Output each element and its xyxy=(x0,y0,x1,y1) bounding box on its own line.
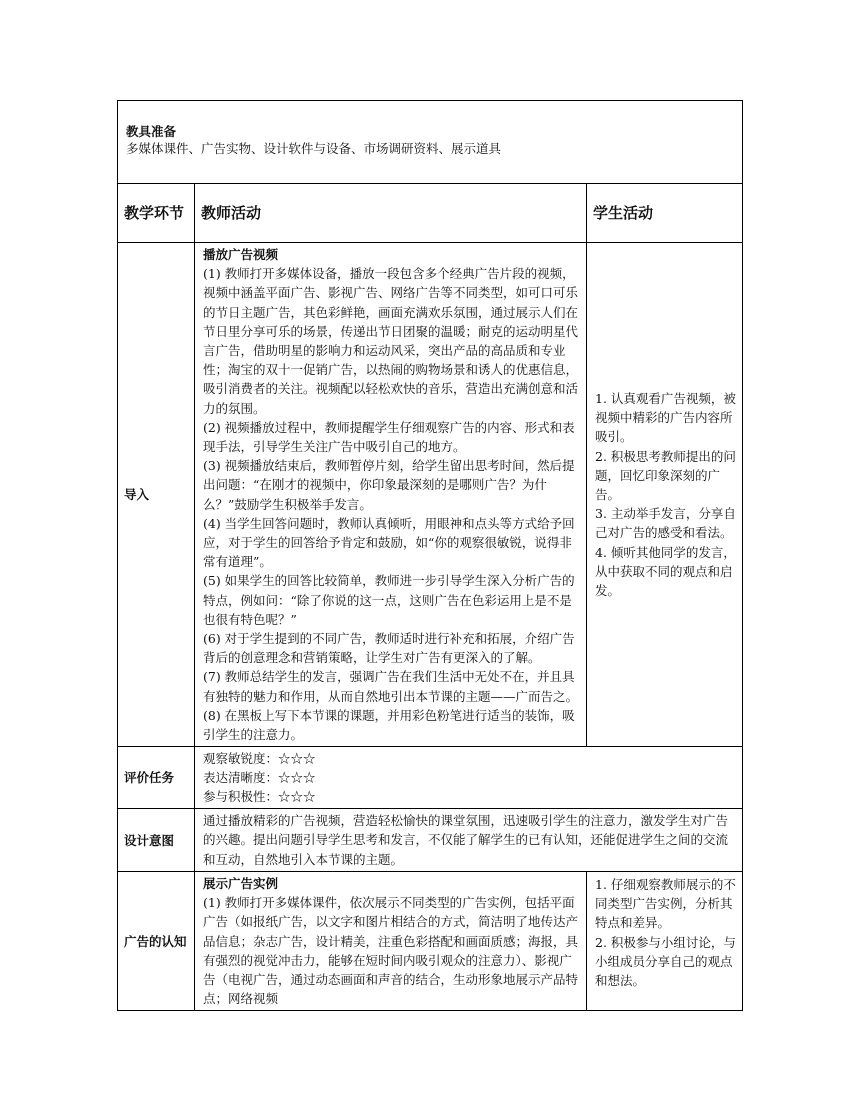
prep-row xyxy=(118,101,743,184)
student-activity-item: 4. 倾听其他同学的发言，从中获取不同的观点和启发。 xyxy=(595,544,736,599)
cognition-student-cell xyxy=(587,871,743,1010)
design-content: 通过播放精彩的广告视频，营造轻松愉快的课堂氛围，迅速吸引学生的注意力，激发学生对广告的兴趣。提出问题引导学生思考和发言，不仅能了解学生的已有认知，还能促进学生之间的交流和互动，自然地引入本节课的主题。 xyxy=(195,809,743,872)
intro-paragraph: (5) 如果学生的回答比较简单，教师进一步引导学生深入分析广告的特点，例如问：“除了你说的这一点，这则广告在色彩运用上是不是也很有特色呢？” xyxy=(203,573,575,627)
lesson-plan-table xyxy=(117,100,743,1011)
prep-cell xyxy=(118,101,743,184)
eval-label: 评价任务 xyxy=(118,747,195,809)
intro-paragraph: (4) 当学生回答问题时，教师认真倾听，用眼神和点头等方式给予回应，对于学生的回答给予肯定和鼓励，如“你的观察很敏锐，说得非常有道理”。 xyxy=(203,515,575,570)
design-label: 设计意图 xyxy=(118,809,195,872)
eval-item: 参与积极性：☆☆☆ xyxy=(203,789,316,805)
header-student: 学生活动 xyxy=(587,184,743,243)
header-teacher: 教师活动 xyxy=(195,184,587,243)
eval-row xyxy=(118,747,743,809)
eval-item: 表达清晰度：☆☆☆ xyxy=(203,770,316,786)
lesson-plan-page xyxy=(117,100,742,1011)
student-activity-item: 2. 积极思考教师提出的问题，回忆印象深刻的广告。 xyxy=(595,448,736,503)
cognition-row xyxy=(118,871,743,1010)
eval-cell xyxy=(195,747,743,809)
prep-content: 多媒体课件、广告实物、设计软件与设备、市场调研资料、展示道具 xyxy=(126,141,502,156)
intro-paragraph: (1) 教师打开多媒体设备，播放一段包含多个经典广告片段的视频，视频中涵盖平面广告、影视广告、网络广告等不同类型，如可口可乐的节日主题广告，其色彩鲜艳，画面充满欢乐氛围，通过展示人们在节日里分享可乐的场景，传递出节日团聚的温暖；耐克的运动明星代言广告，借助明星的影响力和运动风采，突出产品的高品质和专业性；淘宝的双十一促销广告，以热闹的购物场景和诱人的优惠信息，吸引消费者的关注。视频配以轻松欢快的音乐，营造出充满创意和活力的氛围。 xyxy=(203,266,579,416)
intro-paragraph: (3) 视频播放结束后，教师暂停片刻，给学生留出思考时间，然后提出问题：“在刚才的视频中，你印象最深刻的是哪则广告？为什么？”鼓励学生积极举手发言。 xyxy=(203,458,575,512)
intro-teacher-cell xyxy=(195,243,587,747)
intro-paragraph: (7) 教师总结学生的发言，强调广告在我们生活中无处不在，并且具有独特的魅力和作用，从而自然地引出本节课的主题——广而告之。 xyxy=(203,669,579,704)
prep-heading: 教具准备 xyxy=(126,124,177,139)
intro-paragraph: (6) 对于学生提到的不同广告，教师适时进行补充和拓展，介绍广告背后的创意理念和营销策略，让学生对广告有更深入的了解。 xyxy=(203,631,575,666)
intro-row xyxy=(118,243,743,747)
student-activity-item: 1. 仔细观察教师展示的不同类型广告实例，分析其特点和差异。 xyxy=(595,876,736,931)
cognition-paragraph: (1) 教师打开多媒体课件，依次展示不同类型的广告实例，包括平面广告（如报纸广告，以文字和图片相结合的方式，简洁明了地传达产品信息；杂志广告，设计精美，注重色彩搭配和画面质感；海报，具有强烈的视觉冲击力，能够在短时间内吸引观众的注意力）、影视广告（电视广告，通过动态画面和声音的结合，生动形象地展示产品特点；网络视频 xyxy=(203,895,579,1007)
cognition-title: 展示广告实例 xyxy=(203,875,279,891)
cognition-label: 广告的认知 xyxy=(118,871,195,1010)
intro-paragraph: (2) 视频播放过程中，教师提醒学生仔细观察广告的内容、形式和表现手法，引导学生关注广告中吸引自己的地方。 xyxy=(203,419,575,455)
header-row xyxy=(118,184,743,243)
eval-item: 观察敏锐度：☆☆☆ xyxy=(203,751,316,767)
student-activity-item: 1. 认真观看广告视频，被视频中精彩的广告内容所吸引。 xyxy=(595,391,736,445)
intro-label: 导入 xyxy=(118,243,195,747)
design-row xyxy=(118,809,743,872)
student-activity-item: 2. 积极参与小组讨论，与小组成员分享自己的观点和想法。 xyxy=(595,934,736,988)
intro-student-cell xyxy=(587,243,743,747)
header-stage: 教学环节 xyxy=(118,184,195,243)
intro-paragraph: (8) 在黑板上写下本节课的课题，并用彩色粉笔进行适当的装饰，吸引学生的注意力。 xyxy=(203,707,575,743)
student-activity-item: 3. 主动举手发言，分享自己对广告的感受和看法。 xyxy=(595,506,736,541)
intro-title: 播放广告视频 xyxy=(203,247,279,262)
cognition-teacher-cell xyxy=(195,871,587,1010)
